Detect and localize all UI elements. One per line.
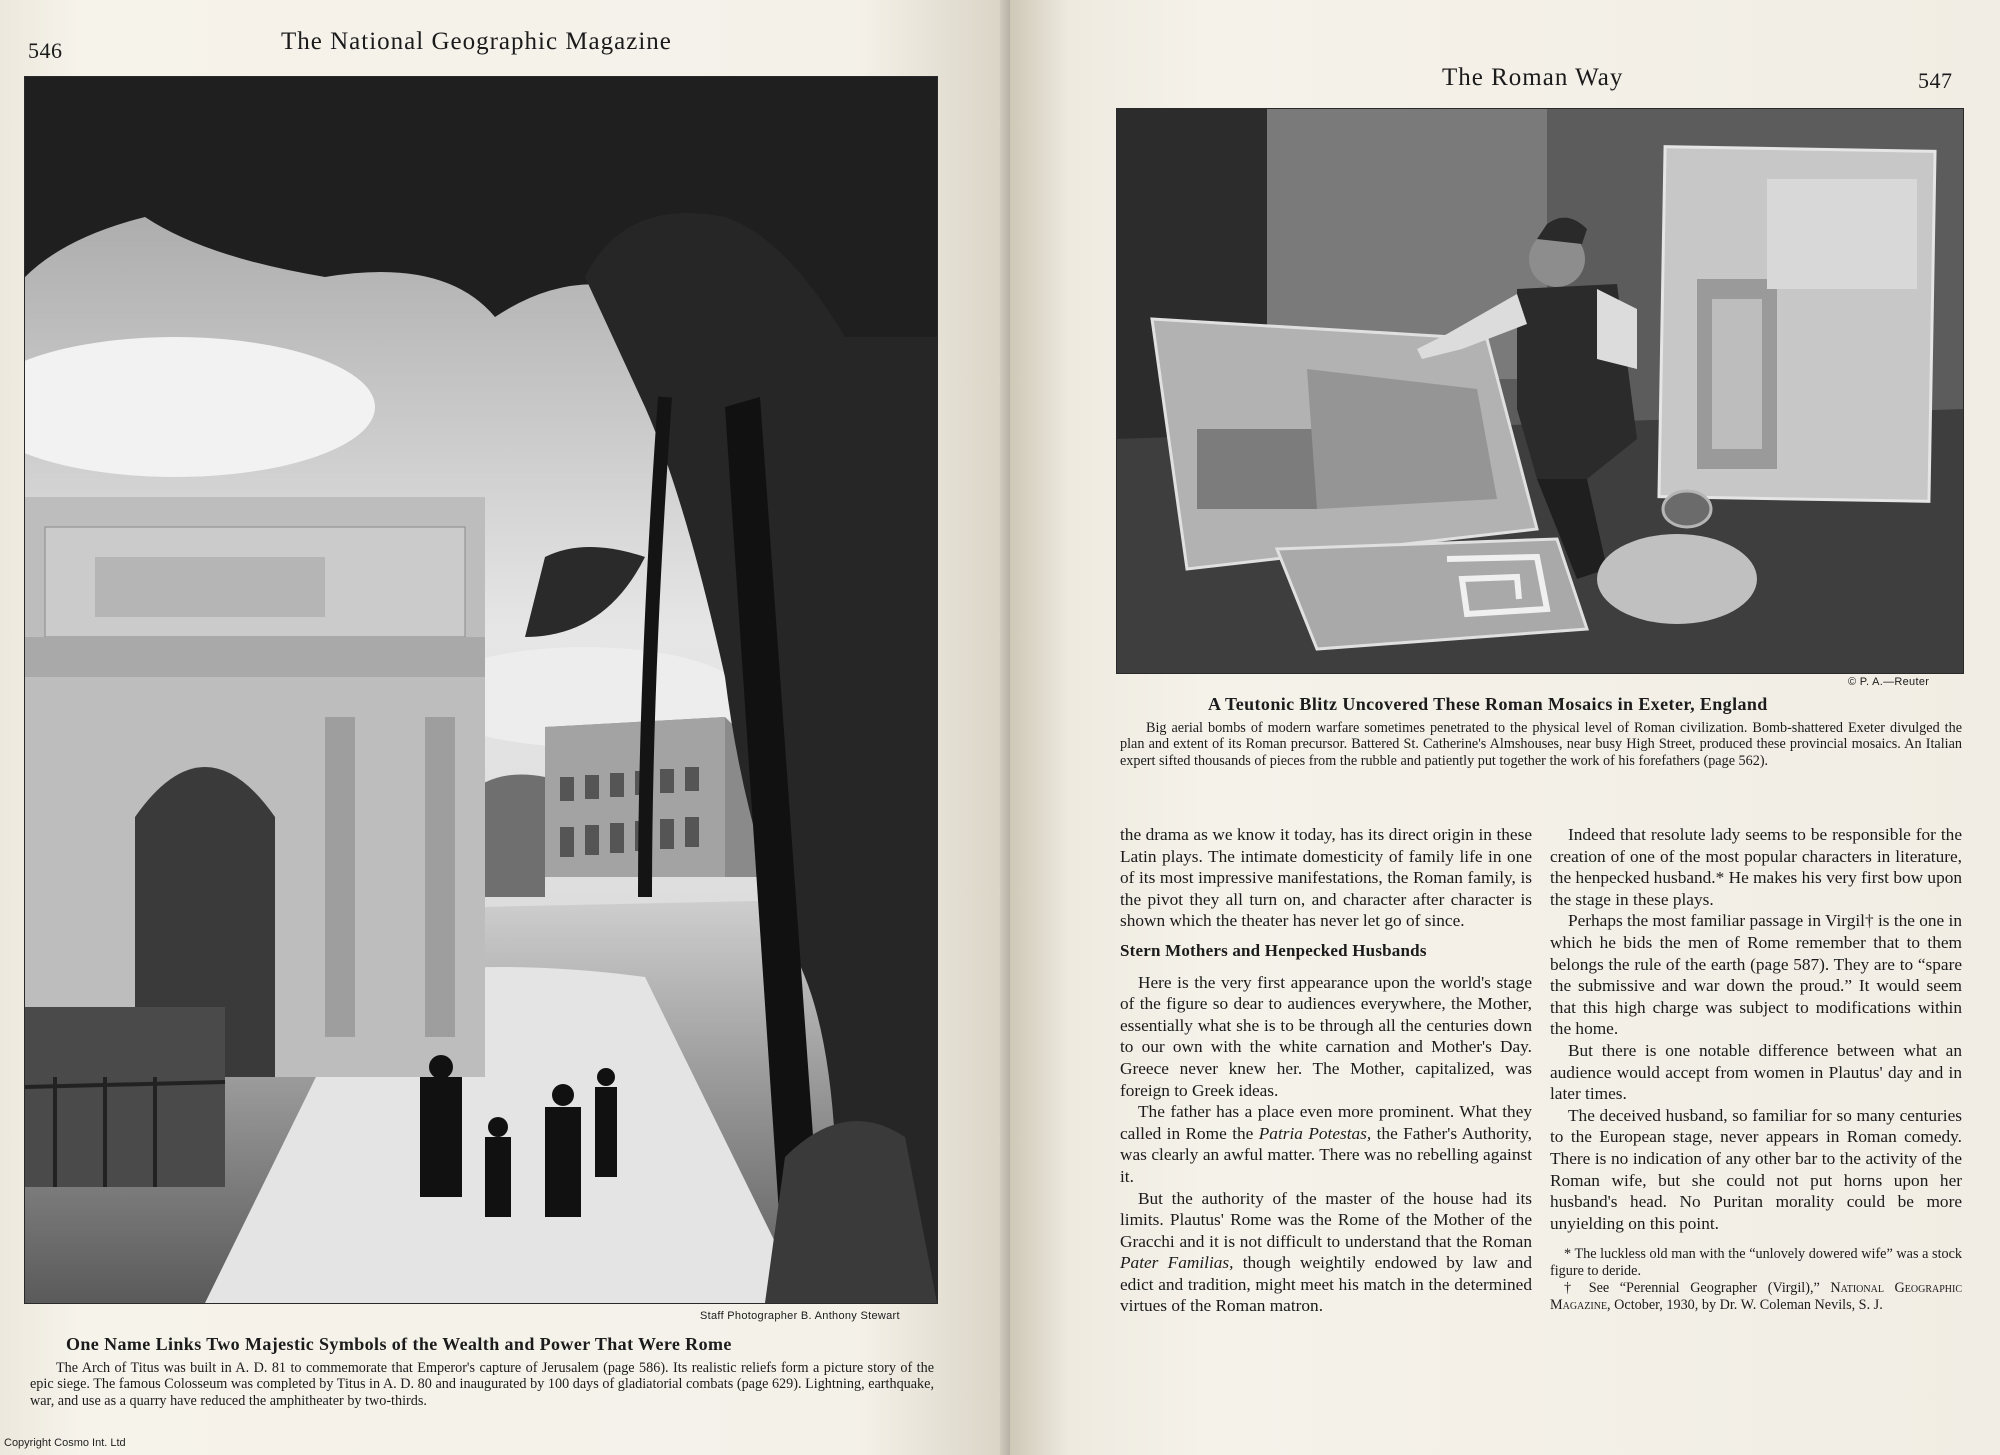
exeter-mosaics-photo [1116, 108, 1964, 674]
left-caption-text: The Arch of Titus was built in A. D. 81 to commemorate that Emperor's capture of Jerusalem (page 586). Its realistic reliefs form a picture story of the epic siege. The famous Colosseum was completed by Titus in A. D. 80 and inaugurated by 100 days of gladiatorial combats (page 629). Lightning, earthquake, war, and use as a quarry have reduced the amphitheater by two-thirds. [30, 1360, 934, 1409]
column1-paragraph-3 [1120, 1101, 1532, 1187]
right-caption-text: Big aerial bombs of modern warfare sometimes penetrated to the physical level of Roman civilization. Bomb-shattered Exeter divulged the plan and extent of its Roman precursor. Battered St. Catherine's Almshouses, near busy High Street, produced these provincial mosaics. An Italian expert sifted thousands of pieces from the rubble and patiently put together the work of his forefathers (page 562). [1120, 720, 1962, 769]
left-photo-credit: Staff Photographer B. Anthony Stewart [700, 1310, 900, 1322]
column1-paragraph-1: the drama as we know it today, has its direct origin in these Latin plays. The intimate domesticity of family life in one of its most impressive manifestations, the Roman family, is the pivot they all turn on, and character after character is shown which the theater has never let go of since. [1120, 825, 1532, 931]
copyright-notice: Copyright Cosmo Int. Ltd [4, 1437, 126, 1449]
p4-italic: Pater Familias, [1120, 1253, 1234, 1273]
text-column-1 [1120, 824, 1532, 1317]
section-heading: Stern Mothers and Henpecked Husbands [1120, 940, 1427, 960]
left-caption-title: One Name Links Two Majestic Symbols of the Wealth and Power That Were Rome [66, 1334, 732, 1354]
p3-italic: Patria Potestas, [1258, 1123, 1372, 1143]
p4-text-b: though weightily endowed by law and edict and tradition, might meet his match in the determined virtues of the Roman matron. [1120, 1253, 1532, 1316]
footnote-2 [1550, 1280, 1962, 1314]
column1-paragraph-4 [1120, 1188, 1532, 1318]
column2-paragraph-3: But there is one notable difference between what an audience would accept from women in Plautus' day and in later times. [1550, 1040, 1962, 1104]
right-caption-title: A Teutonic Blitz Uncovered These Roman Mosaics in Exeter, England [1208, 694, 1768, 714]
p4-text-a: But the authority of the master of the house had its limits. Plautus' Rome was the Rome of the Mother of the Gracchi and it is not difficult to understand that the Roman [1120, 1188, 1532, 1251]
right-photo-credit: © P. A.—Reuter [1848, 676, 1930, 688]
column1-paragraph-2: Here is the very first appearance upon the world's stage of the figure so dear to audiences everywhere, the Mother, essentially what she is to be through all the centuries down to our own with the white carnation and Mother's Day. Greece never knew her. The Mother, capitalized, was foreign to Greek ideas. [1120, 972, 1532, 1100]
column2-paragraph-4: The deceived husband, so familiar for so many centuries to the European stage, never appears in Roman comedy. There is no indication of any other bar to the activity of the Roman wife, but she could not put horns upon her husband's head. No Puritan morality could be more unyielding on this point. [1550, 1105, 1962, 1233]
right-running-head: The Roman Way [1442, 64, 1624, 91]
left-page-number: 546 [28, 38, 63, 63]
right-page [1010, 0, 2000, 1455]
left-running-head: The National Geographic Magazine [281, 28, 672, 55]
footnote-1: * The luckless old man with the “unlovely dowered wife” was a stock figure to deride. [1550, 1246, 1962, 1280]
column2-paragraph-1: Indeed that resolute lady seems to be responsible for the creation of one of the most popular characters in literature, the henpecked husband.* He makes his very first bow upon the stage in these plays. [1550, 825, 1962, 909]
footnote-2-small-caps: National Geographic Magazine, [1550, 1280, 1962, 1314]
column2-paragraph-2: Perhaps the most familiar passage in Virgil† is the one in which he bids the men of Rome remember that to them belongs the rule of the earth (page 587). They are to “spare the submissive and war down the proud.” It would seem that this high charge was subject to modifications within the home. [1550, 911, 1962, 1039]
p3-text-b: the Father's Authority, was clearly an awful matter. There was no rebelling against it. [1120, 1123, 1532, 1186]
p3-text-a: The father has a place even more prominent. What they called in Rome the [1120, 1102, 1532, 1143]
footnote-2-text-b: October, 1930, by Dr. W. Coleman Nevils, S. J. [1610, 1297, 1883, 1314]
text-column-2 [1550, 824, 1962, 1314]
footnotes [1550, 1246, 1962, 1314]
footnote-2-text-a: † See “Perennial Geographer (Virgil),” [1564, 1280, 1831, 1297]
arch-of-titus-photo [24, 76, 938, 1304]
right-page-number: 547 [1918, 68, 1953, 93]
